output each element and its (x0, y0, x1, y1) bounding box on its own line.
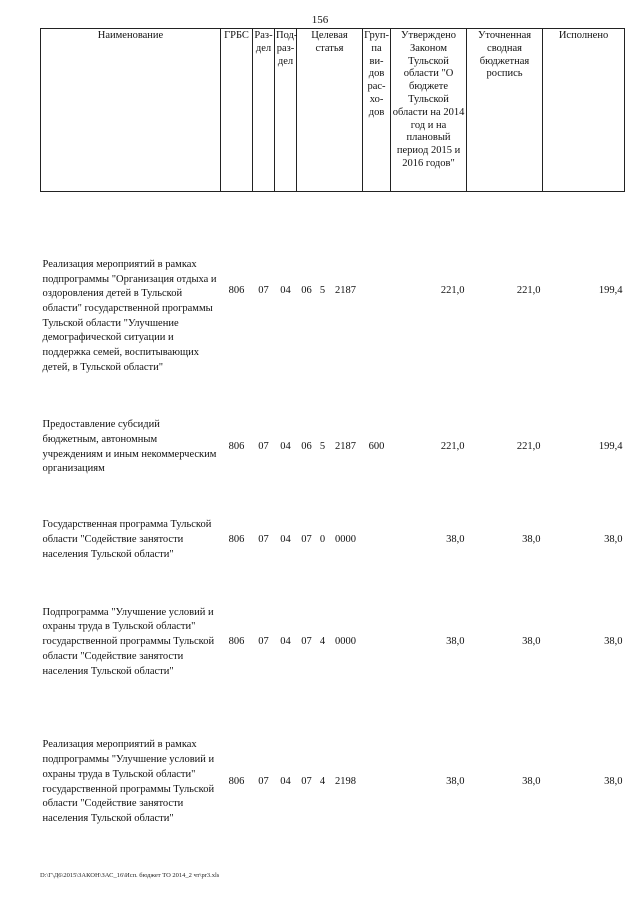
table-row (41, 392, 625, 504)
header-target-article: Целевая статья (297, 29, 363, 192)
table-row (41, 192, 625, 392)
row-target-code: 2187 (335, 441, 357, 453)
row-razdel: 07 (258, 776, 269, 788)
header-approved: Утверждено Законом Тульской области "О бюджете Тульской области на 2014 год и на плановый период 2015 и 2016 годов" (391, 29, 467, 192)
row-target-code: 0000 (335, 534, 357, 546)
table-row (41, 708, 625, 858)
row-executed: 38,0 (604, 776, 623, 788)
row-executed: 38,0 (604, 636, 623, 648)
row-razdel: 07 (258, 285, 269, 297)
row-approved: 38,0 (446, 636, 465, 648)
row-expense-group (363, 708, 391, 858)
row-revised: 221,0 (516, 285, 541, 297)
table-header-row (41, 29, 625, 192)
row-grbs: 806 (228, 776, 245, 788)
row-target-program: 06 (301, 285, 312, 297)
row-grbs: 806 (228, 636, 245, 648)
page-number: 156 (311, 14, 329, 26)
row-executed: 199,4 (598, 441, 623, 453)
row-expense-group (363, 578, 391, 708)
row-target-program: 07 (301, 636, 312, 648)
row-name: Реализация мероприятий в рамках подпрограммы "Улучшение условий и охраны труда в Тульской области" государственной программы Тульской области "Содействие занятости населения Тульской области" (42, 739, 215, 824)
row-approved: 221,0 (440, 441, 465, 453)
row-revised: 38,0 (522, 636, 541, 648)
row-podrazdel: 04 (280, 534, 291, 546)
row-revised: 38,0 (522, 776, 541, 788)
row-name: Предоставление субсидий бюджетным, автономным учреждениям и иным некоммерческим организациям (42, 419, 217, 475)
header-name: Наименование (41, 29, 221, 192)
row-revised: 38,0 (522, 534, 541, 546)
row-target-subprogram: 4 (319, 776, 326, 788)
row-razdel: 07 (258, 441, 269, 453)
row-expense-group: 600 (368, 441, 385, 453)
row-target-subprogram: 5 (319, 285, 326, 297)
row-approved: 38,0 (446, 776, 465, 788)
row-approved: 38,0 (446, 534, 465, 546)
row-podrazdel: 04 (280, 441, 291, 453)
row-podrazdel: 04 (280, 636, 291, 648)
row-name: Реализация мероприятий в рамках подпрограммы "Организация отдыха и оздоровления детей в Тульской области" государственной программы Тульской области "Улучшение демографической ситуации и поддержка семей, воспитывающих детей, в Тульской области" (42, 259, 217, 373)
row-grbs: 806 (228, 285, 245, 297)
row-executed: 199,4 (598, 285, 623, 297)
row-target-program: 07 (301, 534, 312, 546)
row-name: Подпрограмма "Улучшение условий и охраны труда в Тульской области" государственной программы Тульской области "Содействие занятости населения Тульской области" (42, 606, 215, 677)
row-target-code: 2198 (335, 776, 357, 788)
header-executed: Исполнено (543, 29, 625, 192)
row-expense-group (363, 504, 391, 578)
header-expense-group: Груп-па ви-дов рас-хо-дов (363, 29, 391, 192)
row-podrazdel: 04 (280, 285, 291, 297)
row-name: Государственная программа Тульской области "Содействие занятости населения Тульской области" (42, 519, 212, 560)
row-expense-group (363, 192, 391, 392)
row-target-program: 06 (301, 441, 312, 453)
header-podrazdel: Под-раз-дел (275, 29, 297, 192)
row-target-program: 07 (301, 776, 312, 788)
row-razdel: 07 (258, 534, 269, 546)
row-executed: 38,0 (604, 534, 623, 546)
row-razdel: 07 (258, 636, 269, 648)
table-row (41, 504, 625, 578)
row-grbs: 806 (228, 534, 245, 546)
header-revised: Уточненная сводная бюджетная роспись (467, 29, 543, 192)
row-target-subprogram: 5 (319, 441, 326, 453)
header-razdel: Раз-дел (253, 29, 275, 192)
row-grbs: 806 (228, 441, 245, 453)
header-grbs: ГРБС (221, 29, 253, 192)
budget-table (40, 28, 625, 858)
row-target-subprogram: 0 (319, 534, 326, 546)
row-target-code: 0000 (335, 636, 357, 648)
row-approved: 221,0 (440, 285, 465, 297)
file-path-footer: D:\Г\Д6\2015\ЗАКОН\ЗАС_16\Исп. бюджет ТО 2014_2 чт\рr3.xls (40, 872, 220, 879)
row-target-code: 2187 (335, 285, 357, 297)
row-podrazdel: 04 (280, 776, 291, 788)
row-target-subprogram: 4 (319, 636, 326, 648)
row-revised: 221,0 (516, 441, 541, 453)
table-row (41, 578, 625, 708)
